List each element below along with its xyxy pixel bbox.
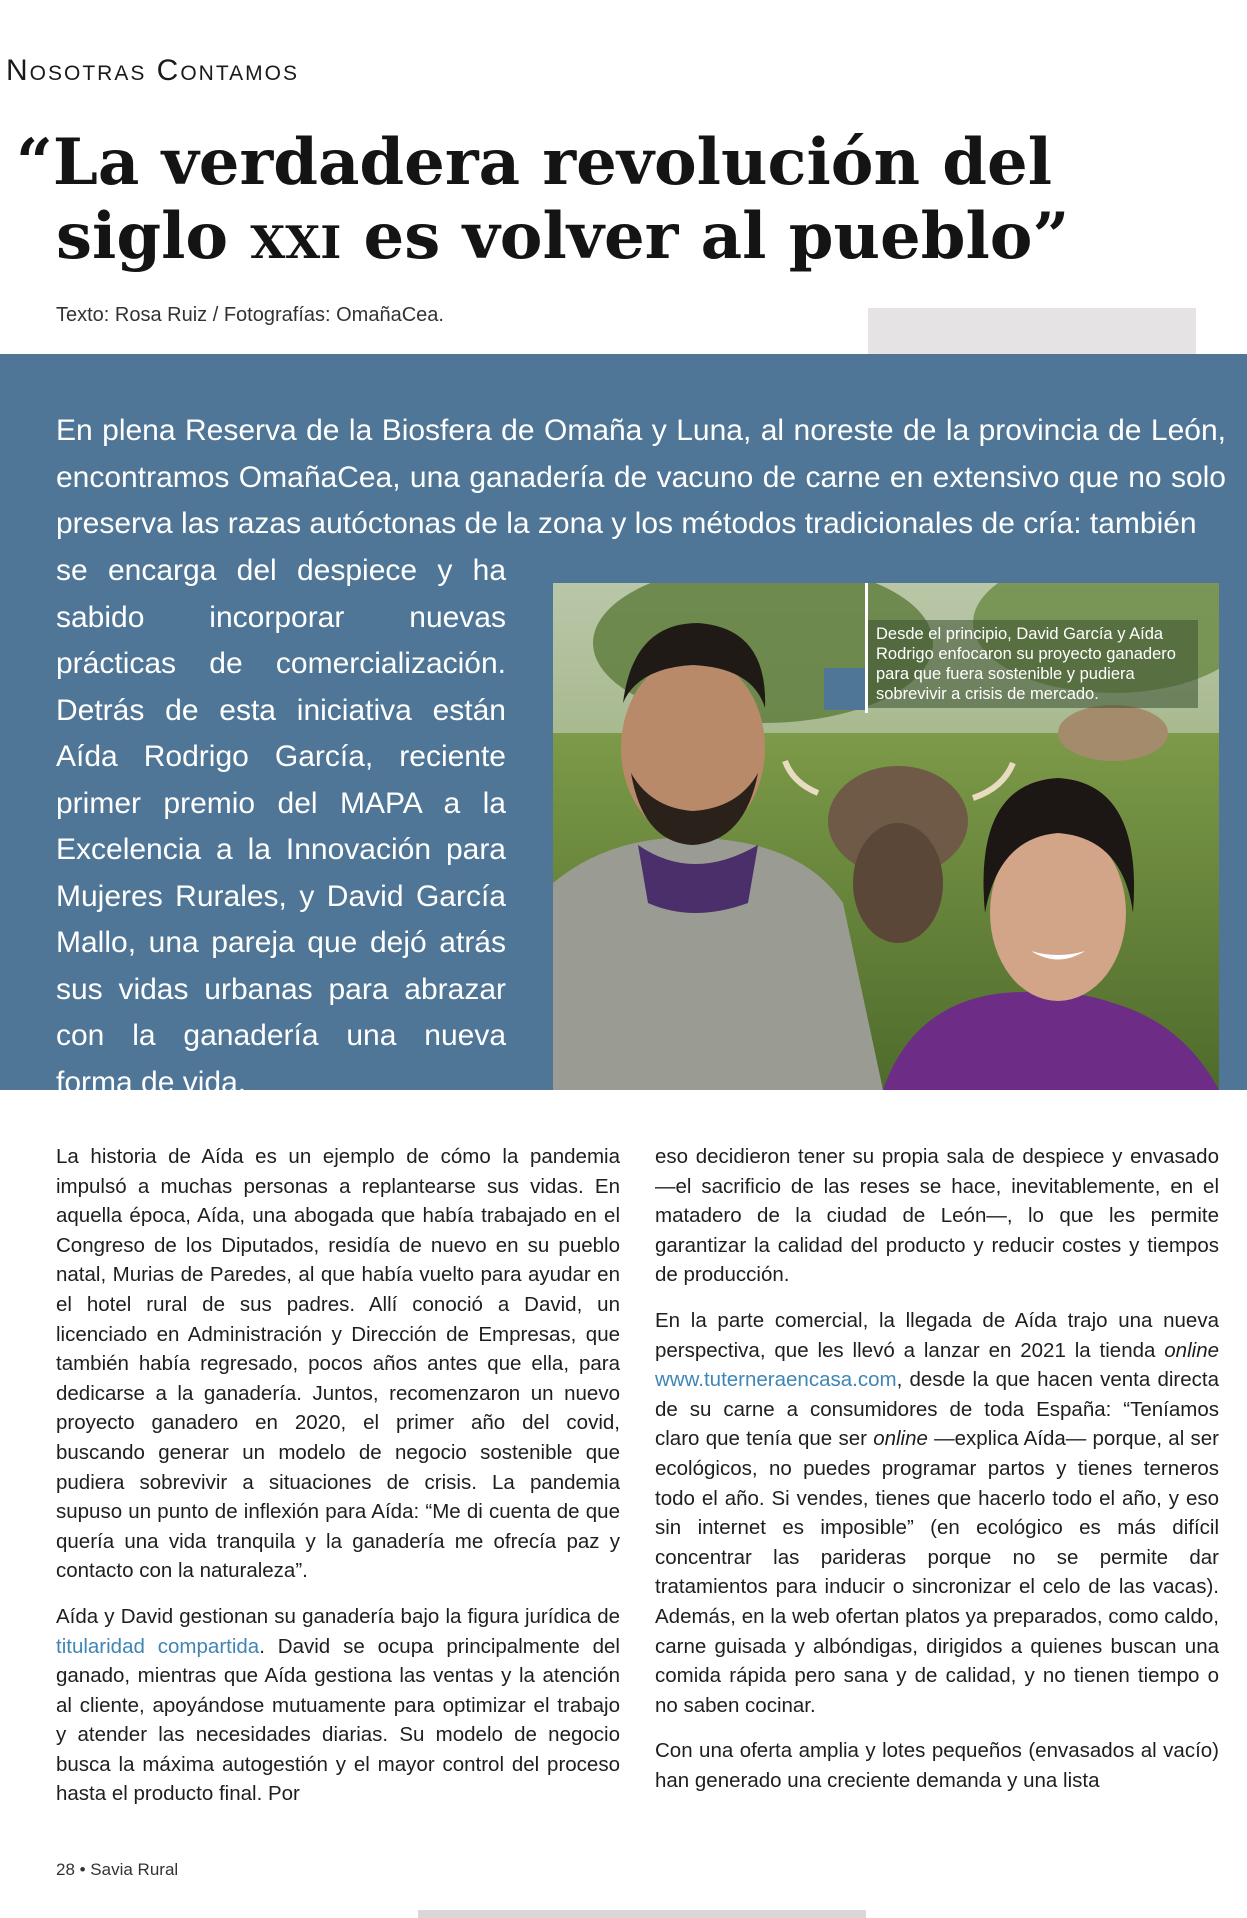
store-website-link[interactable]: www.tuterneraencasa.com — [655, 1368, 897, 1392]
headline-line-1: La verdadera revolución del — [52, 125, 1053, 200]
intro-column: se encarga del despiece y ha sabido incorporar nuevas prácticas de comercialización. Detrás de esta iniciativa están Aída Rodrigo García, reciente primer premio del MAPA a la Excelencia a la Innovación para Mujeres Rurales, y David García Mallo, una pareja que dejó atrás sus vidas urbanas para abrazar con la ganadería una nueva forma de vida. — [56, 554, 506, 1099]
body-text: —explica Aída— porque, al ser ecológicos, no puedes programar partos y tienes terneros todo el año. Si vendes, tienes que hacerlo todo el año, y eso sin internet es imposible” (en ecológico es más difícil concentrar las parideras porque no se permite dar tratamientos para inducir o sincronizar el celo de las vacas). Además, en la web ofertan platos ya preparados, como caldo, carne guisada y albóndigas, dirigidos a quienes buscan una comida rápida pero sana y de calidad, y no tienen tiempo o no saben cocinar. — [655, 1427, 1219, 1717]
body-text: . David se ocupa principalmente del ganado, mientras que Aída gestiona las ventas y la atención al cliente, apoyándose mutuamente para optimizar el trabajo y atender las necesidades diarias. Su modelo de negocio busca la máxima autogestión y el mayor control del proceso hasta el producto final. Por — [56, 1634, 620, 1806]
headline — [16, 126, 1216, 274]
titularidad-compartida-link[interactable]: titularidad compartida — [56, 1634, 260, 1658]
body-italic-text: online — [873, 1427, 928, 1451]
section-label: Nosotras Contamos — [6, 54, 299, 87]
body-paragraph: La historia de Aída es un ejemplo de cómo la pandemia impulsó a muchas personas a replantearse sus vidas. En aquella época, Aída, una abogada que había trabajado en el Congreso de los Diputados, residía de nuevo en su pueblo natal, Murias de Paredes, al que había vuelto para ayudar en el hotel rural de sus padres. Allí conoció a David, un licenciado en Administración y Dirección de Empresas, que también había regresado, pocos años antes que ella, para dedicarse a la ganadería. Juntos, recomenzaron un nuevo proyecto ganadero en 2020, el primer año del covid, buscando generar un modelo de negocio sostenible que pudiera sobrevivir a situaciones de crisis. La pandemia supuso un punto de inflexión para Aída: “Me di cuenta de que quería una vida tranquila y la ganadería me ofrecía paz y contacto con la naturaleza”. — [56, 1145, 620, 1583]
body-text: Aída y David gestionan su ganadería bajo la figura jurídica de — [56, 1604, 620, 1628]
headline-line-2-b: es volver al pueblo” — [341, 199, 1070, 274]
photo-caption: Desde el principio, David García y Aída Rodrigo enfocaron su proyecto ganadero para que fuera sostenible y pudiera sobrevivir a crisis de mercado. — [868, 620, 1198, 708]
body-paragraph — [655, 1306, 1219, 1720]
body-paragraph — [56, 1602, 620, 1809]
body-column-right — [655, 1142, 1219, 1811]
caption-accent-square — [824, 668, 865, 710]
decorative-grey-tab — [868, 308, 1196, 354]
body-text: , desde la que hacen venta directa de su carne a consumidores de toda España: “Teníamos claro que tenía que ser — [655, 1368, 1219, 1451]
body-text: En la parte comercial, la llegada de Aída trajo una nueva perspectiva, que les llevó a lanzar en 2021 la tienda — [655, 1308, 1219, 1362]
headline-line-2-a: siglo — [56, 199, 251, 274]
page-footer: 28 • Savia Rural — [56, 1860, 179, 1879]
decorative-bottom-bar — [418, 1910, 866, 1918]
headline-century: xxi — [250, 199, 342, 274]
body-italic-text: online — [1164, 1338, 1219, 1362]
intro-full-width: En plena Reserva de la Biosfera de Omaña y Luna, al noreste de la provincia de León, encontramos OmañaCea, una ganadería de vacuno de carne en extensivo que no solo preserva las razas autóctonas de la zona y los métodos tradicionales de cría: también — [56, 414, 1226, 540]
body-paragraph: Con una oferta amplia y lotes pequeños (envasados al vacío) han generado una creciente demanda y una lista — [655, 1739, 1219, 1792]
body-column-left — [56, 1142, 620, 1825]
body-paragraph: eso decidieron tener su propia sala de despiece y envasado —el sacrificio de las reses se hace, inevitablemente, en el matadero de la ciudad de León—, lo que les permite garantizar la calidad del producto y reducir costes y tiempos de producción. — [655, 1145, 1219, 1287]
credits: Texto: Rosa Ruiz / Fotografías: OmañaCea. — [56, 304, 444, 326]
headline-line-2 — [16, 200, 1216, 274]
headline-open-quote: “ — [16, 125, 53, 200]
